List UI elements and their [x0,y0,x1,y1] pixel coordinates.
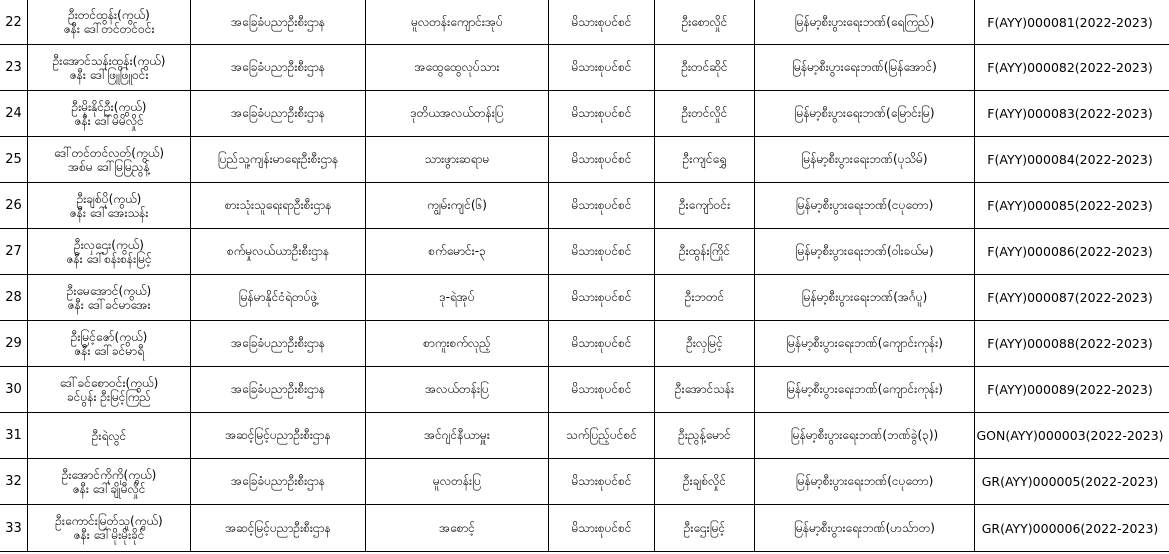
row-number-cell: 22 [5,14,22,30]
department-cell: အခြေခံပညာဦးစီးဌာန [190,459,365,504]
position-cell: စာကူးစက်လုည့် [365,321,548,366]
table-row [0,505,1169,552]
bank-branch-cell: မြန်မာ့စီးပွားရေးဘဏ်(ပုသိမ်) [754,137,974,182]
position-cell: မူလတန်းပြ [365,459,548,504]
pension-type-cell: မိသားစုပင်စင် [548,229,654,274]
position-cell: အင်ဂျင်နီယာမှူး [365,413,548,458]
department-cell: ပြည်သူ့ကျန်းမာရေးဦးစီးဌာန [190,137,365,182]
recipient-cell: ဦးချစ်လှိုင် [654,459,754,504]
table-row [0,413,1169,459]
table-row [0,45,1169,91]
deceased-name: ဒေါ်တင်တင်လတ်(ကွယ်) [53,145,165,160]
pension-code-cell: F(AYY)000086(2022-2023) [974,229,1165,274]
position-cell: စက်မောင်း-၃ [365,229,548,274]
beneficiary-name: အစ်မ ဒေါ်မြမြညွန့် [68,159,150,174]
pensioner-name-cell [27,0,190,44]
pensioner-name-cell [27,183,190,228]
pensioner-name-cell [27,45,190,90]
position-cell: ကျွမ်းကျင်(၆) [365,183,548,228]
beneficiary-name: ဇနီး ဒေါ်စန်းစန်းမြင့် [66,251,152,266]
beneficiary-name: ဇနီး ဒေါ်မိုးမိုးခိုင် [73,528,145,542]
department-cell: အဆင့်မြင့်ပညာဦးစီးဌာန [190,505,365,551]
position-cell: အလယ်တန်းပြ [365,367,548,412]
position-cell: ဒု-ရဲအုပ် [365,275,548,320]
row-number-cell: 29 [5,336,22,351]
bank-branch-cell: မြန်မာ့စီးပွားရေးဘဏ်(မြန်အောင်) [754,45,974,90]
pensioner-name-cell [27,505,190,551]
table-row [0,367,1169,413]
pension-type-cell: မိသားစုပင်စင် [548,321,654,366]
pension-code-cell: F(AYY)000085(2022-2023) [974,183,1165,228]
table-row [0,229,1169,275]
beneficiary-name: ဇနီး ဒေါ်ချိုမီလှိုင် [72,481,146,496]
deceased-name: ဒေါ်ခင်စောဝင်း(ကွယ်) [59,375,159,390]
deceased-name: ဦးကောင်းမြတ်သူ(ကွယ်) [55,514,163,528]
position-cell: ဒုတိယအလယ်တန်းပြ [365,91,548,136]
pension-type-cell: မိသားစုပင်စင် [548,183,654,228]
table-row [0,275,1169,321]
beneficiary-name: ဇနီး ဒေါ်တင်တင်ဝင်း [63,22,155,36]
bank-branch-cell: မြန်မာ့စီးပွားရေးဘဏ်(ကျောင်းကုန်း) [754,367,974,412]
recipient-cell: ဦးဌေးမြင့် [654,505,754,551]
department-cell: အခြေခံပညာဦးစီးဌာန [190,45,365,90]
table-row [0,321,1169,367]
row-number-cell: 24 [5,106,22,121]
pension-code-cell: F(AYY)000082(2022-2023) [974,45,1165,90]
pension-code-cell: F(AYY)000087(2022-2023) [974,275,1165,320]
table-row [0,459,1169,505]
bank-branch-cell: မြန်မာ့စီးပွားရေးဘဏ်(ဟသ်ာတ) [754,505,974,551]
recipient-cell: ဦးတင်ဆိုင် [654,45,754,90]
department-cell: အခြေခံပညာဦးစီးဌာန [190,0,365,44]
deceased-name: ဦးရဲလွင် [91,428,127,443]
deceased-name: ဦးမိုးနိုင်ဦး(ကွယ်) [71,99,147,114]
pension-type-cell: မိသားစုပင်စင် [548,275,654,320]
pension-code-cell: F(AYY)000081(2022-2023) [974,0,1165,44]
beneficiary-name: ဇနီး ဒေါ်မိမိလှိုင် [74,113,144,128]
department-cell: စက်မှုလယ်ယာဦးစီးဌာန [190,229,365,274]
recipient-cell: ဦးဘတင် [654,275,754,320]
deceased-name: ဦးချစ်ပို(ကွယ်) [76,191,142,206]
bank-branch-cell: မြန်မာ့စီးပွားရေးဘဏ်(ဝါးခယ်မ) [754,229,974,274]
row-number-cell: 23 [5,60,22,75]
row-number-cell: 33 [5,520,22,536]
pension-type-cell: မိသားစုပင်စင် [548,505,654,551]
recipient-cell: ဦးထွန်းကြိုင် [654,229,754,274]
beneficiary-name: ဇနီး ဒေါ်အေးသန်း [69,205,149,220]
bank-branch-cell: မြန်မာ့စီးပွားရေးဘဏ်(ကျောင်းကုန်း) [754,321,974,366]
pension-type-cell: သက်ပြည့်ပင်စင် [548,413,654,458]
bank-branch-cell: မြန်မာ့စီးပွားရေးဘဏ်(မြောင်းမြ) [754,91,974,136]
pension-type-cell: မိသားစုပင်စင် [548,367,654,412]
beneficiary-name: ဇနီး ဒေါ်ဖြူဖြူဝင်း [69,67,149,82]
pensioner-name-cell [27,459,190,504]
department-cell: အခြေခံပညာဦးစီးဌာန [190,91,365,136]
recipient-cell: ဦးစောလှိုင် [654,0,754,44]
pension-code-cell: F(AYY)000084(2022-2023) [974,137,1165,182]
deceased-name: ဦးတင်ထွန်း(ကွယ်) [68,8,150,22]
bank-branch-cell: မြန်မာ့စီးပွားရေးဘဏ်(ငပုတော) [754,459,974,504]
pension-type-cell: မိသားစုပင်စင် [548,45,654,90]
deceased-name: ဦးအောင်သန်းထွန်း(ကွယ်) [52,53,166,68]
deceased-name: ဦးလှဌေး(ကွယ်) [74,237,144,252]
deceased-name: ဦးအောင်ကိုကို(ကွယ်) [61,467,157,482]
department-cell: အခြေခံပညာဦးစီးဌာန [190,321,365,366]
row-number-cell: 30 [5,382,22,397]
pension-code-cell: GR(AYY)000005(2022-2023) [974,459,1165,504]
bank-branch-cell: မြန်မာ့စီးပွားရေးဘဏ်(ရေကြည်) [754,0,974,44]
bank-branch-cell: မြန်မာ့စီးပွားရေးဘဏ်(ငပုတော) [754,183,974,228]
department-cell: စားသုံးသူရေးရာဦးစီးဌာန [190,183,365,228]
pensioner-name-cell [27,321,190,366]
pensioner-name-cell [27,229,190,274]
recipient-cell: ဦးညွန့်မောင် [654,413,754,458]
pension-code-cell: F(AYY)000083(2022-2023) [974,91,1165,136]
position-cell: အစောင့် [365,505,548,551]
pension-type-cell: မိသားစုပင်စင် [548,91,654,136]
beneficiary-name: ခင်ပွန်း ဦးမြင့်ကြည် [67,389,151,404]
deceased-name: ဦးမေအောင်(ကွယ်) [66,283,152,298]
pensioner-name-cell [27,413,190,458]
position-cell: သားဖွားဆရာမ [365,137,548,182]
pension-code-cell: F(AYY)000088(2022-2023) [974,321,1165,366]
bank-branch-cell: မြန်မာ့စီးပွားရေးဘဏ်(ဘဏ်ခွဲ(၃)) [754,413,974,458]
recipient-cell: ဦးကျင်ရွှေ [654,137,754,182]
row-number-cell: 26 [5,198,22,213]
pensioner-name-cell [27,137,190,182]
pensioner-name-cell [27,91,190,136]
pension-code-cell: GR(AYY)000006(2022-2023) [974,505,1165,551]
bank-branch-cell: မြန်မာ့စီးပွားရေးဘဏ်(အင်္ဂပူ) [754,275,974,320]
table-row [0,183,1169,229]
pensioner-name-cell [27,275,190,320]
recipient-cell: ဦးအောင်သန်း [654,367,754,412]
row-number-cell: 25 [5,152,22,167]
department-cell: မြန်မာနိုင်ငံရဲတပ်ဖွဲ့ [190,275,365,320]
recipient-cell: ဦးလှမြင့် [654,321,754,366]
table-row [0,0,1169,45]
pensioner-name-cell [27,367,190,412]
deceased-name: ဦးမြင့်ဇော်(ကွယ်) [70,329,148,344]
pension-code-cell: F(AYY)000089(2022-2023) [974,367,1165,412]
row-number-cell: 28 [5,290,22,305]
beneficiary-name: ဇနီး ဒေါ်ခင်မာအေး [67,297,151,312]
table-row [0,137,1169,183]
position-cell: မူလတန်းကျောင်းအုပ် [365,0,548,44]
row-number-cell: 31 [5,428,22,443]
pension-type-cell: မိသားစုပင်စင် [548,137,654,182]
beneficiary-name: ဇနီး ဒေါ်ခင်မာရီ [73,343,144,358]
row-number-cell: 27 [5,244,22,259]
recipient-cell: ဦးတင်လှိုင် [654,91,754,136]
pension-type-cell: မိသားစုပင်စင် [548,459,654,504]
pension-code-cell: GON(AYY)000003(2022-2023) [974,413,1165,458]
recipient-cell: ဦးကျော်ဝင်း [654,183,754,228]
department-cell: အခြေခံပညာဦးစီးဌာန [190,367,365,412]
table-row [0,91,1169,137]
row-number-cell: 32 [5,474,22,489]
department-cell: အဆင့်မြင့်ပညာဦးစီးဌာန [190,413,365,458]
position-cell: အထွေထွေလုပ်သား [365,45,548,90]
pension-type-cell: မိသားစုပင်စင် [548,0,654,44]
